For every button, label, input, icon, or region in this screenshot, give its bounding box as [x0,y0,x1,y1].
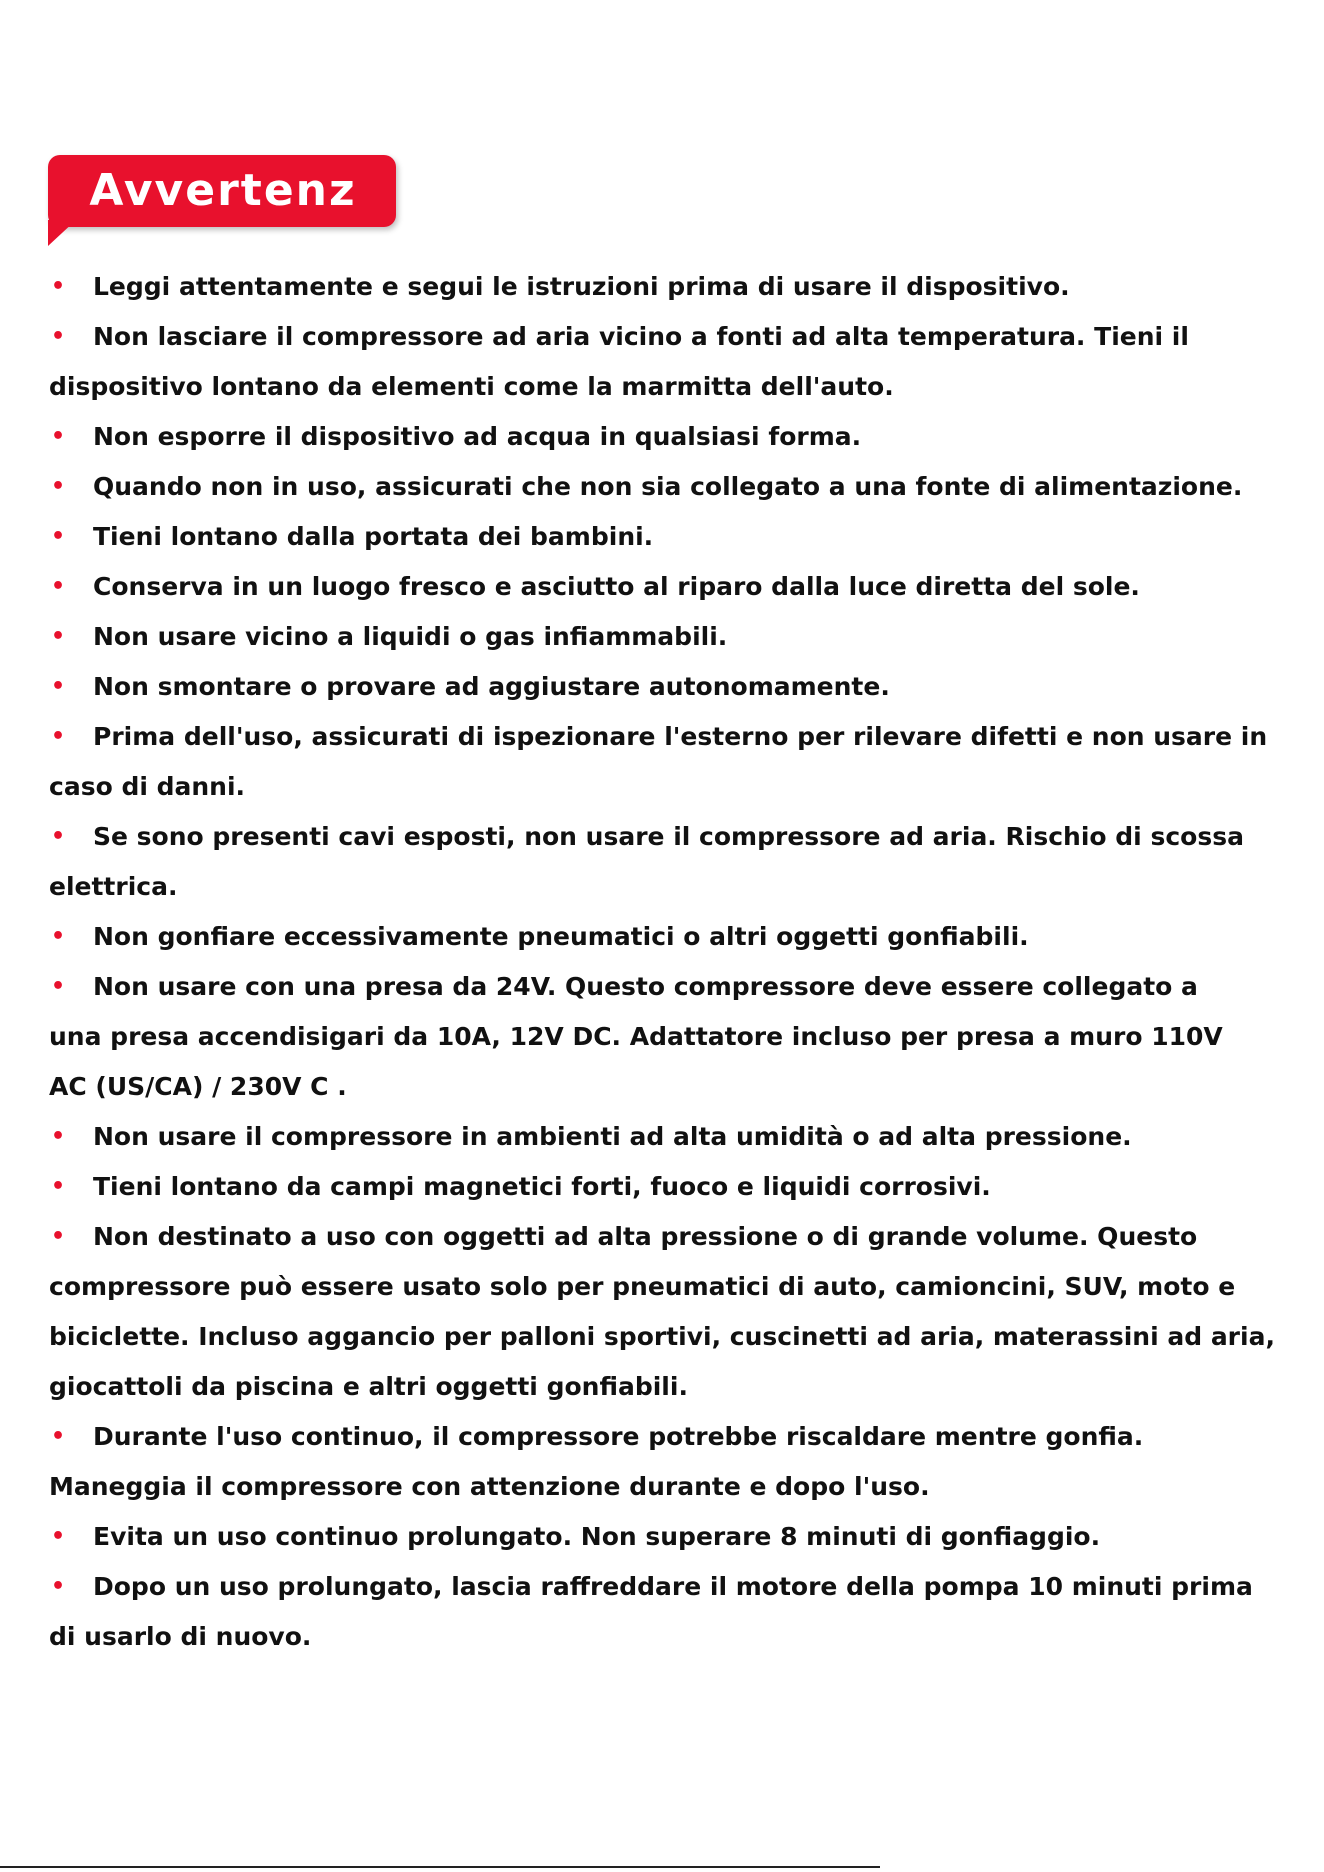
warning-item [49,612,1279,662]
bullet-icon: • [51,1124,66,1149]
warning-item [49,712,1279,812]
warning-text: Non lasciare il compressore ad aria vicino a fonti ad alta temperatura. Tieni il [93,322,1189,351]
warning-text: Durante l'uso continuo, il compressore potrebbe riscaldare mentre gonfia. [93,1422,1144,1451]
bullet-icon: • [51,324,66,349]
warning-text: Non usare il compressore in ambienti ad alta umidità o ad alta pressione. [93,1122,1132,1151]
bullet-icon: • [51,474,66,499]
warning-text: Dopo un uso prolungato, lascia raffreddare il motore della pompa 10 minuti prima [93,1572,1253,1601]
bullet-icon: • [51,424,66,449]
warning-text: Prima dell'uso, assicurati di ispezionare l'esterno per rilevare difetti e non usare in [93,722,1268,751]
warning-text: Tieni lontano da campi magnetici forti, fuoco e liquidi corrosivi. [93,1172,991,1201]
warnings-list [49,262,1279,1662]
warning-item [49,562,1279,612]
warning-item [49,662,1279,712]
warning-item [49,912,1279,962]
banner-tail [48,220,76,246]
bullet-icon: • [51,724,66,749]
bullet-icon: • [51,674,66,699]
bullet-icon: • [51,1524,66,1549]
warning-text: Non gonfiare eccessivamente pneumatici o altri oggetti gonfiabili. [93,922,1029,951]
bullet-icon: • [51,1174,66,1199]
warning-text: Non esporre il dispositivo ad acqua in qualsiasi forma. [93,422,862,451]
warning-text: Non usare con una presa da 24V. Questo compressore deve essere collegato a [93,972,1198,1001]
bullet-icon: • [51,624,66,649]
warning-text-continuation: AC (US/CA) / 230V C . [49,1072,347,1101]
warning-text-continuation: biciclette. Incluso aggancio per palloni sportivi, cuscinetti ad aria, materassini ad aria, [49,1322,1275,1351]
warning-item [49,812,1279,912]
warning-item [49,462,1279,512]
warning-text-continuation: compressore può essere usato solo per pneumatici di auto, camioncini, SUV, moto e [49,1272,1236,1301]
warning-text: Non usare vicino a liquidi o gas infiammabili. [93,622,728,651]
warning-item [49,512,1279,562]
warning-text: Tieni lontano dalla portata dei bambini. [93,522,654,551]
warning-text: Evita un uso continuo prolungato. Non superare 8 minuti di gonfiaggio. [93,1522,1101,1551]
warning-text-continuation: elettrica. [49,872,178,901]
warning-text: Quando non in uso, assicurati che non sia collegato a una fonte di alimentazione. [93,472,1243,501]
bottom-divider [0,1866,880,1868]
bullet-icon: • [51,924,66,949]
warning-text: Non smontare o provare ad aggiustare autonomamente. [93,672,890,701]
warning-text-continuation: Maneggia il compressore con attenzione durante e dopo l'uso. [49,1472,930,1501]
bullet-icon: • [51,524,66,549]
bullet-icon: • [51,974,66,999]
warning-item [49,1212,1279,1412]
bullet-icon: • [51,574,66,599]
warning-text: Non destinato a uso con oggetti ad alta pressione o di grande volume. Questo [93,1222,1198,1251]
warning-text-continuation: dispositivo lontano da elementi come la marmitta dell'auto. [49,372,894,401]
warning-text: Leggi attentamente e segui le istruzioni prima di usare il dispositivo. [93,272,1070,301]
warning-item [49,1562,1279,1662]
bullet-icon: • [51,1574,66,1599]
banner-title: Avvertenz [89,165,357,216]
warning-item [49,962,1279,1112]
warning-item [49,412,1279,462]
bullet-icon: • [51,274,66,299]
warning-item [49,312,1279,412]
bullet-icon: • [51,1224,66,1249]
warning-item [49,262,1279,312]
bullet-icon: • [51,1424,66,1449]
warning-text-continuation: una presa accendisigari da 10A, 12V DC. Adattatore incluso per presa a muro 110V [49,1022,1223,1051]
bullet-icon: • [51,824,66,849]
warning-item [49,1412,1279,1512]
warning-text-continuation: caso di danni. [49,772,246,801]
warning-text: Conserva in un luogo fresco e asciutto al riparo dalla luce diretta del sole. [93,572,1140,601]
warning-text: Se sono presenti cavi esposti, non usare il compressore ad aria. Rischio di scossa [93,822,1244,851]
warning-item [49,1112,1279,1162]
warning-item [49,1512,1279,1562]
warning-text-continuation: giocattoli da piscina e altri oggetti gonfiabili. [49,1372,688,1401]
warning-text-continuation: di usarlo di nuovo. [49,1622,312,1651]
warning-item [49,1162,1279,1212]
